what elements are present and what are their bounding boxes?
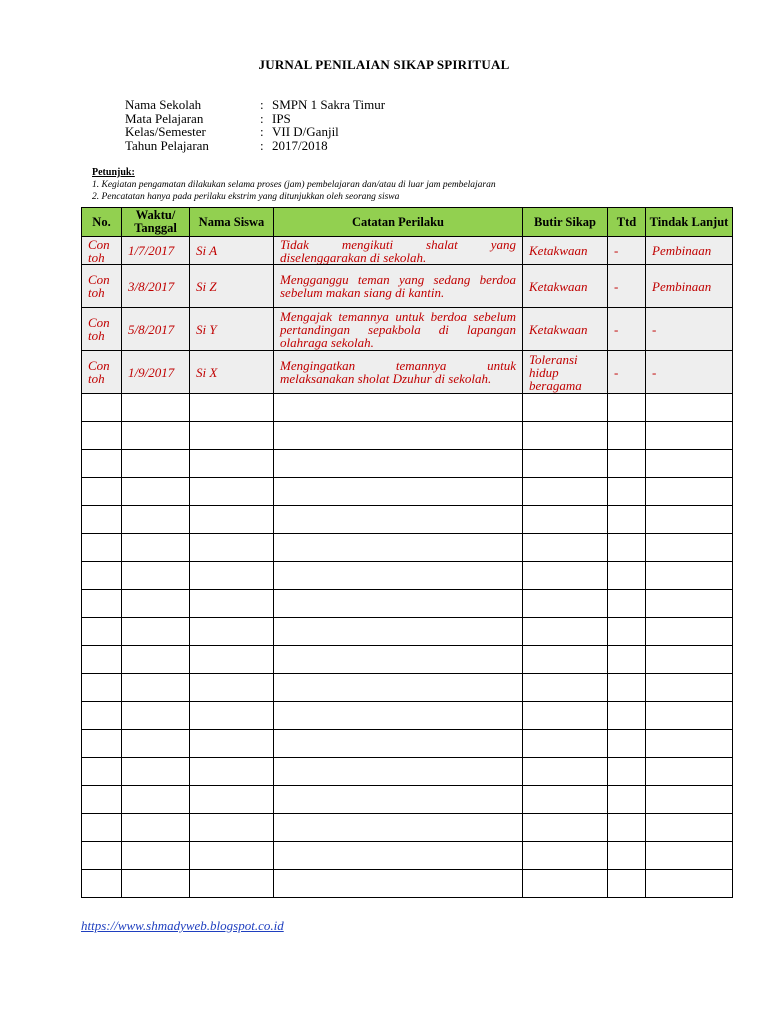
table-row-empty [82, 534, 733, 562]
empty-cell[interactable] [523, 534, 608, 562]
empty-cell[interactable] [122, 870, 190, 898]
empty-cell[interactable] [190, 534, 274, 562]
empty-cell[interactable] [190, 422, 274, 450]
document-title: JURNAL PENILAIAN SIKAP SPIRITUAL [258, 57, 510, 72]
empty-cell[interactable] [608, 758, 646, 786]
empty-cell[interactable] [122, 534, 190, 562]
cell-date: 1/7/2017 [122, 237, 190, 265]
table-row-empty [82, 758, 733, 786]
cell-ttd: - [608, 265, 646, 308]
empty-cell[interactable] [122, 562, 190, 590]
cell-followup: - [646, 308, 733, 351]
empty-cell[interactable] [523, 394, 608, 422]
info-row-school [125, 98, 385, 112]
footer-link[interactable]: https://www.shmadyweb.blogspot.co.id [81, 918, 284, 933]
empty-cell[interactable] [82, 562, 122, 590]
empty-cell[interactable] [523, 450, 608, 478]
empty-cell[interactable] [122, 394, 190, 422]
empty-cell[interactable] [274, 674, 523, 702]
empty-cell[interactable] [523, 478, 608, 506]
empty-cell[interactable] [274, 394, 523, 422]
empty-cell[interactable] [646, 506, 733, 534]
empty-cell[interactable] [608, 702, 646, 730]
empty-cell[interactable] [608, 590, 646, 618]
empty-cell[interactable] [646, 562, 733, 590]
empty-cell[interactable] [523, 814, 608, 842]
empty-cell[interactable] [82, 618, 122, 646]
empty-cell[interactable] [122, 730, 190, 758]
cell-date: 5/8/2017 [122, 308, 190, 351]
table-row-empty [82, 814, 733, 842]
instruction-item: 2. Pencatatan hanya pada perilaku ekstrim yang ditunjukkan oleh seorang siswa [92, 192, 400, 202]
info-colon: : [260, 110, 264, 126]
empty-cell[interactable] [190, 674, 274, 702]
info-label: Kelas/Semester [125, 124, 206, 139]
table-row-empty [82, 422, 733, 450]
empty-cell[interactable] [82, 702, 122, 730]
cell-no: Con toh [82, 308, 122, 351]
empty-cell[interactable] [190, 646, 274, 674]
table-row-empty [82, 478, 733, 506]
cell-name: Si A [190, 237, 274, 265]
empty-cell[interactable] [82, 842, 122, 870]
empty-cell[interactable] [608, 534, 646, 562]
info-value: IPS [272, 110, 291, 126]
empty-cell[interactable] [608, 674, 646, 702]
empty-cell[interactable] [523, 730, 608, 758]
empty-cell[interactable] [523, 758, 608, 786]
empty-cell[interactable] [274, 786, 523, 814]
empty-cell[interactable] [646, 450, 733, 478]
table-row [82, 351, 733, 394]
cell-note: Mengajak temannya untuk berdoa sebelum pertandingan sepakbola di lapangan olahraga sekolah. [274, 308, 523, 351]
empty-cell[interactable] [122, 450, 190, 478]
empty-cell[interactable] [122, 506, 190, 534]
header-followup: Tindak Lanjut [646, 208, 733, 237]
empty-cell[interactable] [190, 758, 274, 786]
empty-cell[interactable] [646, 646, 733, 674]
empty-cell[interactable] [274, 842, 523, 870]
empty-cell[interactable] [82, 534, 122, 562]
empty-cell[interactable] [523, 674, 608, 702]
table-row-empty [82, 870, 733, 898]
instructions [92, 167, 496, 203]
empty-cell[interactable] [274, 646, 523, 674]
empty-cell[interactable] [190, 702, 274, 730]
empty-cell[interactable] [646, 814, 733, 842]
header-date: Waktu/ Tanggal [122, 208, 190, 237]
empty-cell[interactable] [122, 478, 190, 506]
empty-cell[interactable] [190, 562, 274, 590]
empty-cell[interactable] [190, 842, 274, 870]
empty-cell[interactable] [82, 814, 122, 842]
empty-cell[interactable] [646, 786, 733, 814]
cell-followup: Pembinaan [646, 265, 733, 308]
empty-cell[interactable] [608, 506, 646, 534]
empty-cell[interactable] [608, 422, 646, 450]
empty-cell[interactable] [122, 786, 190, 814]
cell-ttd: - [608, 237, 646, 265]
empty-cell[interactable] [122, 590, 190, 618]
info-colon: : [260, 137, 264, 153]
empty-cell[interactable] [274, 590, 523, 618]
cell-date: 3/8/2017 [122, 265, 190, 308]
empty-cell[interactable] [608, 618, 646, 646]
table-row-empty [82, 702, 733, 730]
info-row-subject [125, 112, 385, 126]
empty-cell[interactable] [122, 842, 190, 870]
empty-cell[interactable] [190, 590, 274, 618]
empty-cell[interactable] [608, 562, 646, 590]
cell-attitude: Ketakwaan [523, 308, 608, 351]
empty-cell[interactable] [608, 394, 646, 422]
empty-cell[interactable] [190, 730, 274, 758]
cell-no: Con toh [82, 237, 122, 265]
empty-cell[interactable] [190, 506, 274, 534]
info-row-year [125, 139, 385, 153]
empty-cell[interactable] [274, 562, 523, 590]
empty-cell[interactable] [82, 590, 122, 618]
empty-cell[interactable] [646, 842, 733, 870]
empty-cell[interactable] [646, 394, 733, 422]
empty-cell[interactable] [608, 450, 646, 478]
header-name: Nama Siswa [190, 208, 274, 237]
empty-cell[interactable] [646, 702, 733, 730]
journal-table [81, 207, 733, 898]
empty-cell[interactable] [82, 758, 122, 786]
empty-cell[interactable] [122, 618, 190, 646]
empty-cell[interactable] [646, 870, 733, 898]
empty-cell[interactable] [190, 618, 274, 646]
cell-ttd: - [608, 351, 646, 394]
empty-cell[interactable] [122, 674, 190, 702]
empty-cell[interactable] [82, 730, 122, 758]
empty-cell[interactable] [122, 758, 190, 786]
empty-cell[interactable] [646, 674, 733, 702]
table-row [82, 237, 733, 265]
empty-cell[interactable] [274, 814, 523, 842]
empty-cell[interactable] [82, 394, 122, 422]
table-row-empty [82, 842, 733, 870]
table-header-row [82, 208, 733, 237]
info-value: VII D/Ganjil [272, 124, 339, 139]
empty-cell[interactable] [523, 842, 608, 870]
school-info [125, 98, 385, 152]
empty-cell[interactable] [82, 870, 122, 898]
cell-ttd: - [608, 308, 646, 351]
cell-no: Con toh [82, 351, 122, 394]
empty-cell[interactable] [122, 646, 190, 674]
empty-cell[interactable] [608, 842, 646, 870]
empty-cell[interactable] [82, 478, 122, 506]
table-row-empty [82, 674, 733, 702]
empty-cell[interactable] [190, 870, 274, 898]
table-row-empty [82, 590, 733, 618]
table-row-empty [82, 506, 733, 534]
empty-cell[interactable] [82, 674, 122, 702]
info-label: Mata Pelajaran [125, 110, 204, 126]
cell-note: Mengingatkan temannya untuk melaksanakan sholat Dzuhur di sekolah. [274, 351, 523, 394]
table-row [82, 265, 733, 308]
info-value: SMPN 1 Sakra Timur [272, 97, 386, 112]
table-row-empty [82, 786, 733, 814]
empty-cell[interactable] [190, 394, 274, 422]
cell-name: Si Y [190, 308, 274, 351]
empty-cell[interactable] [646, 590, 733, 618]
cell-name: Si Z [190, 265, 274, 308]
empty-cell[interactable] [646, 422, 733, 450]
empty-cell[interactable] [274, 422, 523, 450]
header-note: Catatan Perilaku [274, 208, 523, 237]
empty-cell[interactable] [646, 758, 733, 786]
table-row-empty [82, 618, 733, 646]
empty-cell[interactable] [608, 786, 646, 814]
empty-cell[interactable] [82, 786, 122, 814]
empty-cell[interactable] [646, 618, 733, 646]
empty-cell[interactable] [274, 870, 523, 898]
table-row-empty [82, 730, 733, 758]
cell-note: Mengganggu teman yang sedang berdoa sebelum makan siang di kantin. [274, 265, 523, 308]
table-row-empty [82, 394, 733, 422]
empty-cell[interactable] [190, 450, 274, 478]
header-no: No. [82, 208, 122, 237]
empty-cell[interactable] [523, 702, 608, 730]
empty-cell[interactable] [82, 422, 122, 450]
empty-cell[interactable] [82, 506, 122, 534]
empty-cell[interactable] [274, 450, 523, 478]
empty-cell[interactable] [82, 646, 122, 674]
cell-followup: Pembinaan [646, 237, 733, 265]
table-row-empty [82, 450, 733, 478]
empty-cell[interactable] [274, 618, 523, 646]
instruction-item: 1. Kegiatan pengamatan dilakukan selama proses (jam) pembelajaran dan/atau di luar jam pembelajaran [92, 180, 496, 190]
header-ttd: Ttd [608, 208, 646, 237]
empty-cell[interactable] [274, 758, 523, 786]
cell-date: 1/9/2017 [122, 351, 190, 394]
empty-cell[interactable] [646, 478, 733, 506]
info-colon: : [260, 97, 264, 112]
info-label: Tahun Pelajaran [125, 137, 209, 153]
empty-cell[interactable] [523, 590, 608, 618]
info-colon: : [260, 124, 264, 139]
empty-cell[interactable] [190, 478, 274, 506]
table-row [82, 308, 733, 351]
empty-cell[interactable] [523, 646, 608, 674]
empty-cell[interactable] [274, 534, 523, 562]
info-value: 2017/2018 [272, 137, 328, 153]
empty-cell[interactable] [274, 702, 523, 730]
empty-cell[interactable] [608, 730, 646, 758]
empty-cell[interactable] [646, 534, 733, 562]
empty-cell[interactable] [523, 506, 608, 534]
empty-cell[interactable] [122, 814, 190, 842]
empty-cell[interactable] [122, 702, 190, 730]
empty-cell[interactable] [122, 422, 190, 450]
empty-cell[interactable] [82, 450, 122, 478]
empty-cell[interactable] [274, 730, 523, 758]
empty-cell[interactable] [523, 562, 608, 590]
empty-cell[interactable] [190, 814, 274, 842]
instructions-heading: Petunjuk: [92, 167, 135, 178]
empty-cell[interactable] [608, 478, 646, 506]
empty-cell[interactable] [274, 478, 523, 506]
empty-cell[interactable] [608, 646, 646, 674]
cell-attitude: Toleransi hidup beragama [523, 351, 608, 394]
empty-cell[interactable] [608, 814, 646, 842]
empty-cell[interactable] [274, 506, 523, 534]
cell-note: Tidak mengikuti shalat yang diselenggarakan di sekolah. [274, 237, 523, 265]
info-row-class [125, 125, 385, 139]
table-row-empty [82, 646, 733, 674]
table-row-empty [82, 562, 733, 590]
cell-followup: - [646, 351, 733, 394]
empty-cell[interactable] [523, 786, 608, 814]
empty-cell[interactable] [646, 730, 733, 758]
header-attitude: Butir Sikap [523, 208, 608, 237]
cell-no: Con toh [82, 265, 122, 308]
empty-cell[interactable] [523, 422, 608, 450]
empty-cell[interactable] [523, 618, 608, 646]
cell-name: Si X [190, 351, 274, 394]
info-label: Nama Sekolah [125, 97, 202, 112]
cell-attitude: Ketakwaan [523, 237, 608, 265]
empty-cell[interactable] [523, 870, 608, 898]
empty-cell[interactable] [608, 870, 646, 898]
empty-cell[interactable] [190, 786, 274, 814]
cell-attitude: Ketakwaan [523, 265, 608, 308]
